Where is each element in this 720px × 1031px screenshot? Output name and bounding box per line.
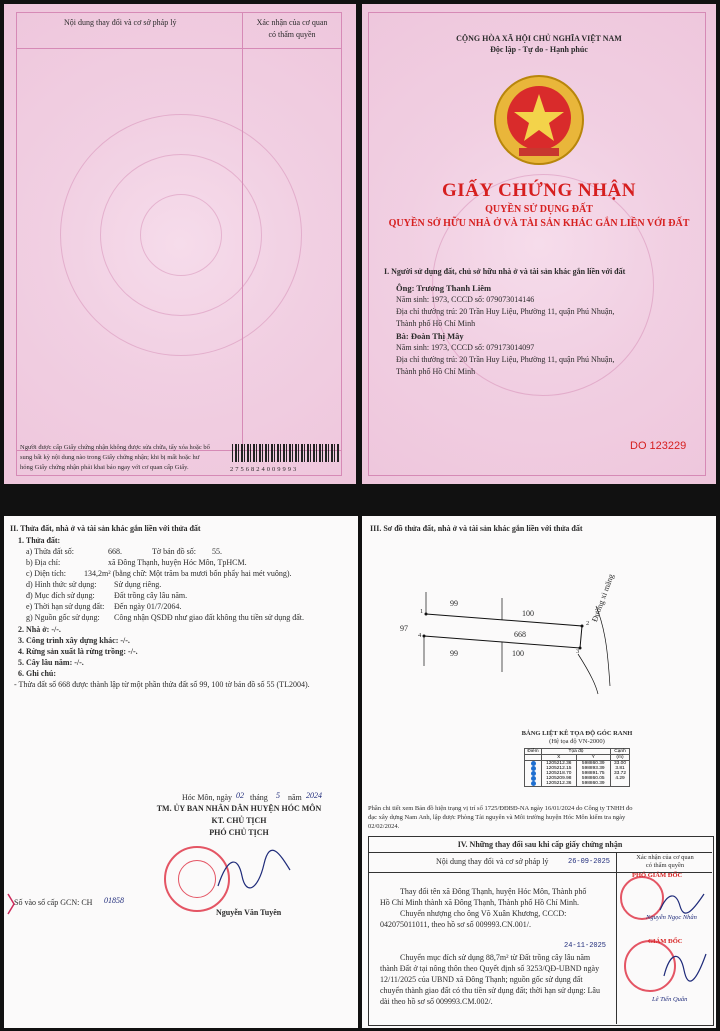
neighbor-parcel-left: 97	[400, 624, 408, 633]
registry-label: Số vào sổ cấp GCN: CH	[14, 898, 93, 907]
changes-col-authority-1: Xác nhận của cơ quan	[636, 854, 694, 861]
section3-title: III. Sơ đồ thửa đất, nhà ở và tài sản khác gắn liền với thửa đất	[370, 524, 583, 533]
change-2-line-3: 12/11/2025 của UBND xã Đông Thạnh; nguồn gốc sử dụng đất	[380, 975, 583, 984]
coordinate-table-subtitle: (Hệ tọa độ VN-2000)	[549, 738, 605, 745]
coordinate-x: 1205212.36	[542, 761, 577, 766]
corner-point-1: 1	[420, 608, 424, 615]
inner-right-page	[362, 516, 716, 1028]
note-text: - Thửa đất số 668 được thành lập từ một phần thửa đất số 99, 100 tờ bản đồ số 55 (TL2004).	[14, 680, 310, 689]
corner-point-3: 3	[576, 648, 580, 655]
section2-title: II. Thửa đất, nhà ở và tài sản khác gắn liền với thửa đất	[10, 524, 201, 533]
change-2-signature	[660, 946, 710, 986]
coordinate-col-y: Y	[577, 755, 612, 760]
certificate-subtitle-2: QUYỀN SỞ HỮU NHÀ Ở VÀ TÀI SẢN KHÁC GẮN LIỀN VỚI ĐẤT	[388, 218, 690, 229]
coordinate-edge-length: 33.72	[613, 771, 626, 776]
change-1-signer-name: Nguyễn Ngọc Nhân	[646, 914, 697, 921]
changes-col-content: Nội dung thay đổi và cơ sở pháp lý	[436, 857, 549, 866]
coordinate-y: 598860.39	[577, 781, 612, 786]
reference-line-3: 02/02/2024.	[368, 823, 400, 830]
reference-line-2: đạc xây dựng Nam Anh, lập được Phòng Tài nguyên và Môi trường huyện Hóc Môn kiểm tra ngày	[368, 814, 626, 821]
registry-value: 01858	[104, 896, 124, 905]
usage-form-value: Sử dụng riêng.	[114, 580, 162, 589]
road-label: Đường xi măng	[590, 572, 616, 624]
forest-heading: 4. Rừng sản xuất là rừng trồng: -/-.	[18, 647, 138, 656]
issue-date-year-label: năm	[288, 793, 302, 802]
parcel-number-value: 668.	[108, 547, 122, 556]
barcode-number: 2756824009993	[230, 466, 299, 473]
neighbor-parcel-bottom-left: 99	[450, 649, 458, 658]
area-value: 134,2m² (bằng chữ: Một trăm ba mươi bốn phẩy hai mét vuông).	[84, 569, 292, 578]
section4-title: IV. Những thay đổi sau khi cấp giấy chứng nhận	[457, 840, 623, 849]
corner-point-4: 4	[418, 632, 422, 639]
nation-line-2: Độc lập - Tự do - Hạnh phúc	[490, 45, 588, 54]
coordinate-col-xy: Tọa độ	[542, 749, 611, 754]
change-1-date: 26-09-2025	[568, 858, 611, 866]
term-label: e) Thời hạn sử dụng đất:	[26, 602, 105, 611]
change-2-date: 24-11-2025	[564, 942, 607, 950]
signer-name: Nguyễn Văn Tuyên	[216, 908, 282, 917]
official-seal-stamp-inner	[178, 860, 216, 898]
parcel-number-on-sketch: 668	[514, 630, 526, 639]
owner1-birth: Năm sinh: 1973, CCCD số: 079073014146	[396, 295, 535, 304]
coordinate-row	[525, 781, 629, 786]
owner2-birth: Năm sinh: 1973, CCCD số: 079173014097	[396, 343, 535, 352]
coordinate-table	[524, 748, 630, 787]
coordinate-x: 1205209.98	[542, 776, 577, 781]
notice-line-1: Người được cấp Giấy chứng nhận không được sửa chữa, tẩy xóa hoặc bổ	[20, 444, 210, 451]
change-1-line-1: Thay đổi tên xã Đông Thạnh, huyện Hóc Môn, Thành phố	[400, 887, 587, 896]
certificate-subtitle-1: QUYỀN SỬ DỤNG ĐẤT	[485, 204, 593, 215]
change-1-line-2: Hồ Chí Minh thành xã Đông Thạnh, Thành phố Hồ Chí Minh.	[380, 898, 580, 907]
owner1-name: Ông: Trương Thanh Liêm	[396, 283, 492, 293]
coordinate-col-meter: (m)	[616, 755, 624, 760]
authority-line-3: PHÓ CHỦ TỊCH	[209, 828, 269, 837]
change-1-signature	[658, 888, 708, 916]
coordinate-edge-length: 3.81	[615, 766, 625, 771]
inner-left-page	[4, 516, 358, 1028]
authority-line-1: TM. ỦY BAN NHÂN DÂN HUYỆN HÓC MÔN	[156, 804, 322, 813]
col-header-authority-2: có thẩm quyền	[268, 30, 316, 39]
house-heading: 2. Nhà ở: -/-.	[18, 625, 61, 634]
purpose-label: đ) Mục đích sử dụng:	[26, 591, 95, 600]
coordinate-table-title: BẢNG LIỆT KÊ TỌA ĐỘ GÓC RANH	[521, 730, 633, 737]
cover-left-panel	[4, 4, 356, 484]
neighbor-parcel-bottom-right: 100	[512, 649, 524, 658]
coordinate-rows	[525, 761, 629, 786]
coordinate-edge-length: 4.29	[615, 776, 625, 781]
origin-value: Công nhận QSDĐ như giao đất không thu tiền sử dụng đất.	[114, 613, 304, 622]
coordinate-y: 598860.05	[577, 776, 612, 781]
neighbor-parcel-top-right: 100	[522, 609, 534, 618]
change-1-signer-title: PHÓ GIÁM ĐỐC	[632, 872, 683, 879]
change-2-line-2: thành Đất ở tại nông thôn theo Quyết định số 3253/QĐ-UBND ngày	[380, 964, 600, 973]
national-emblem-icon	[491, 72, 587, 168]
map-sheet-value: 55.	[212, 547, 222, 556]
coordinate-edge-length	[611, 781, 629, 786]
change-2-signer-title: GIÁM ĐỐC	[648, 938, 683, 945]
authority-line-2: KT. CHỦ TỊCH	[211, 816, 267, 825]
perennial-heading: 5. Cây lâu năm: -/-.	[18, 658, 84, 667]
change-2-signer-name: Lê Tiến Quân	[652, 996, 688, 1003]
construction-heading: 3. Công trình xây dựng khác: -/-.	[18, 636, 130, 645]
neighbor-parcel-top-left: 99	[450, 599, 458, 608]
purpose-value: Đất trồng cây lâu năm.	[114, 591, 188, 600]
usage-form-label: d) Hình thức sử dụng:	[26, 580, 97, 589]
reference-line-1: Phần chi tiết xem Bản đồ hiện trạng vị trí số 1725/ĐĐBĐ-NA ngày 16/01/2024 do Công ty TNHH đo	[368, 805, 633, 812]
coordinate-col-x: X	[542, 755, 577, 760]
change-2-line-1: Chuyển mục đích sử dụng 88,7m² từ Đất trồng cây lâu năm	[400, 953, 591, 962]
section1-title: I. Người sử dụng đất, chủ sở hữu nhà ở và tài sản khác gắn liền với đất	[384, 267, 626, 276]
notice-line-3: hỏng Giấy chứng nhận phải khai báo ngay với cơ quan cấp Giấy.	[20, 464, 189, 471]
coordinate-point-marker	[525, 781, 542, 786]
changes-col-authority-2: có thẩm quyền	[645, 862, 685, 869]
serial-number: DO 123229	[630, 440, 687, 452]
cover-right-panel	[362, 4, 716, 484]
coordinate-edge-length: 33.00	[613, 761, 626, 766]
coordinate-y: 598891.75	[577, 771, 612, 776]
issue-date-month: 5	[276, 791, 280, 800]
note-heading: 6. Ghi chú:	[18, 669, 57, 678]
chairman-signature	[214, 846, 294, 896]
origin-label: g) Nguồn gốc sử dụng:	[26, 613, 100, 622]
issue-date-month-label: tháng	[250, 793, 268, 802]
parcel-number-label: a) Thửa đất số:	[26, 547, 74, 556]
coordinate-x: 1205212.36	[542, 781, 577, 786]
coordinate-col-edge: Cạnh	[614, 749, 626, 754]
issue-date-prefix: Hóc Môn, ngày	[182, 793, 232, 802]
issue-date-day: 02	[236, 791, 244, 800]
coordinate-x: 1205212.15	[542, 766, 577, 771]
notice-line-2: sung bất kỳ nội dung nào trong Giấy chứng nhận; khi bị mất hoặc hư	[20, 454, 200, 461]
address-value: xã Đông Thạnh, huyện Hóc Môn, TpHCM.	[108, 558, 247, 567]
coordinate-y: 598893.39	[577, 766, 612, 771]
address-label: b) Địa chỉ:	[26, 558, 61, 567]
owner2-name: Bà: Đoàn Thị Mây	[396, 331, 464, 341]
change-2-line-4: chuyển thành giao đất có thu tiền sử dụng đất; thời hạn sử dụng: Lâu	[380, 986, 600, 995]
change-1-line-3: Chuyển nhượng cho ông Võ Xuân Khương, CCCD:	[400, 909, 567, 918]
owner2-address-2: Thành phố Hồ Chí Minh	[396, 367, 476, 376]
issue-date-year: 2024	[306, 791, 322, 800]
certificate-title: GIẤY CHỨNG NHẬN	[442, 180, 636, 201]
coordinate-y: 598860.39	[577, 761, 612, 766]
owner1-address-1: Địa chỉ thường trú: 20 Trần Huy Liệu, Phường 11, quận Phú Nhuận,	[396, 307, 615, 316]
column-divider	[242, 12, 243, 450]
term-value: Đến ngày 01/7/2064.	[114, 602, 182, 611]
change-1-line-4: 042075011011, theo hồ sơ số 009993.CN.001/.	[380, 920, 531, 929]
parcel-sketch	[392, 586, 612, 696]
coordinate-x: 1205218.70	[542, 771, 577, 776]
col-header-content: Nội dung thay đổi và cơ sở pháp lý	[64, 18, 177, 27]
changes-column-rule	[616, 852, 617, 1024]
fold-mark-icon	[6, 892, 16, 916]
area-label: c) Diện tích:	[26, 569, 66, 578]
corner-point-2: 2	[586, 620, 590, 627]
barcode	[232, 444, 340, 462]
guilloche-ornament-core	[140, 194, 222, 276]
nation-line-1: CỘNG HÒA XÃ HỘI CHỦ NGHĨA VIỆT NAM	[456, 34, 622, 43]
coordinate-col-point: Điểm	[525, 749, 542, 754]
change-2-line-5: dài theo hồ sơ số 009993.CM.002/.	[380, 997, 493, 1006]
owner1-address-2: Thành phố Hồ Chí Minh	[396, 319, 476, 328]
owner2-address-1: Địa chỉ thường trú: 20 Trần Huy Liệu, Phường 11, quận Phú Nhuận,	[396, 355, 615, 364]
header-divider	[16, 48, 342, 49]
map-sheet-label: Tờ bản đồ số:	[152, 547, 197, 556]
col-header-authority-1: Xác nhận của cơ quan	[256, 18, 328, 27]
parcel-heading: 1. Thửa đất:	[18, 536, 61, 545]
changes-header-rule	[368, 852, 712, 853]
